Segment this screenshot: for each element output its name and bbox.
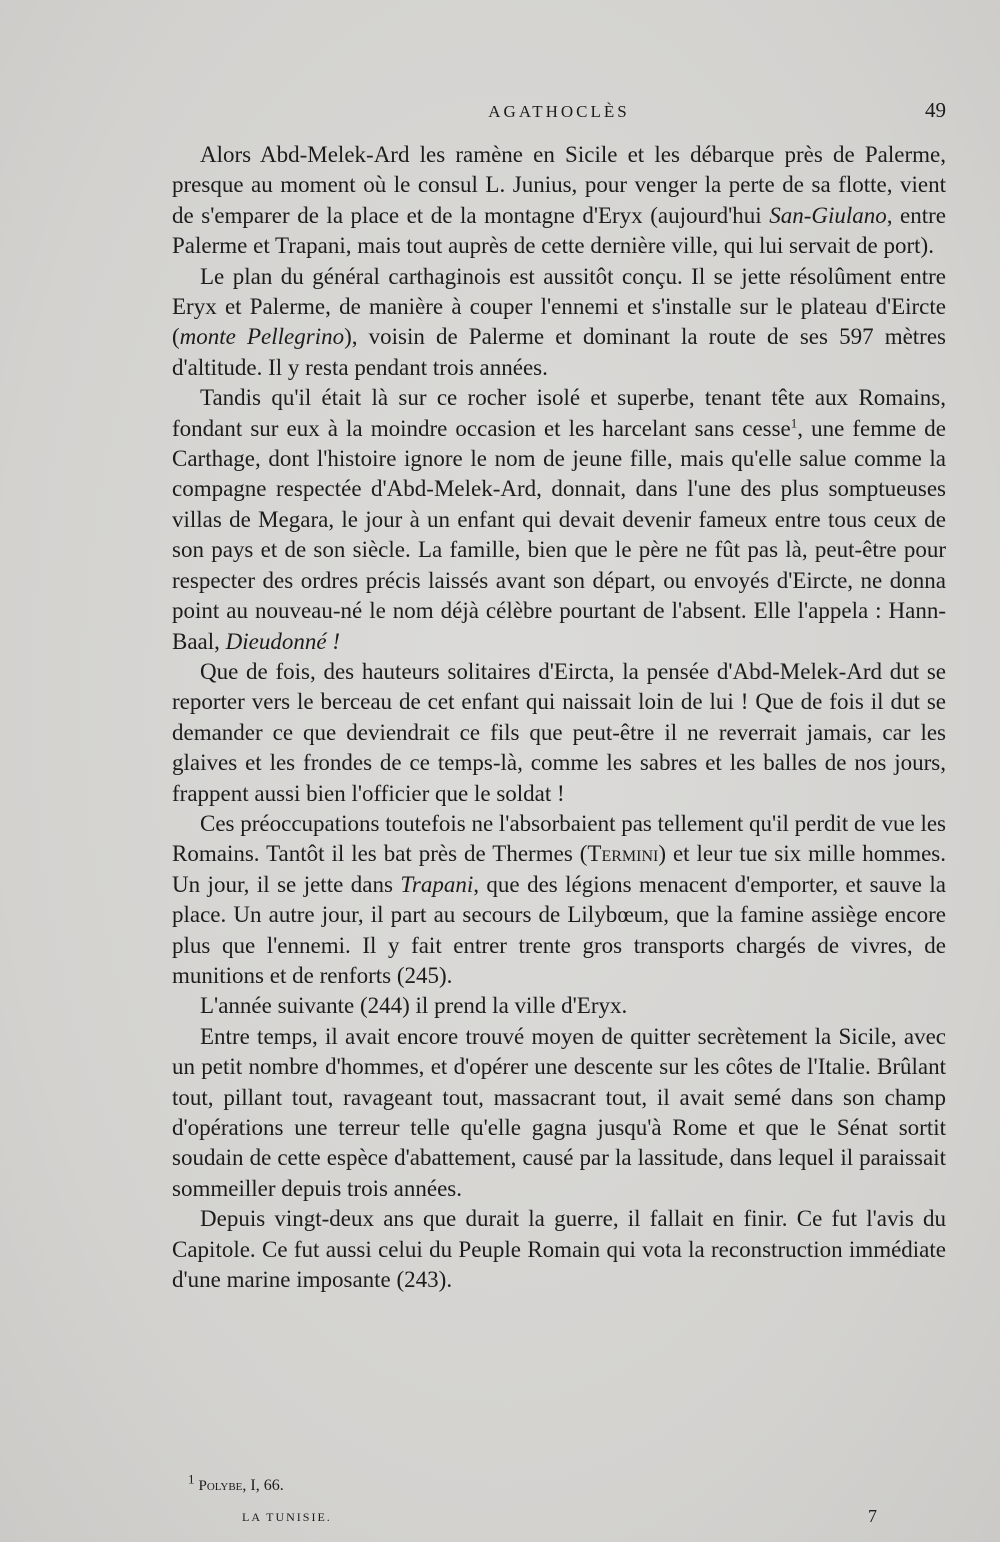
text-segment: ), voisin de Palerme et dominant la route de ses 597 mètres d'altitude. Il y resta pendant trois années. <box>172 324 947 380</box>
text-segment: Tandis qu'il était là sur ce rocher isolé et superbe, tenant tête aux Romains, fondant sur eux à la moindre occasion et les harcelant sans cesse <box>172 385 946 441</box>
page-number: 49 <box>925 98 946 122</box>
footnote-ref-marker: 1 <box>790 415 798 430</box>
text-segment: Depuis vingt-deux ans que durait la guerre, il fallait en finir. Ce fut l'avis du Capitole. Ce fut aussi celui du Peuple Romain qui vota la reconstruction immédiate d'une marine imposante (243). <box>172 1206 946 1293</box>
paragraph <box>172 991 946 1021</box>
text-segment: Termini <box>587 841 659 867</box>
text-segment: , une femme de Carthage, dont l'histoire ignore le nom de jeune fille, mais qu'elle salue comme la compagne respectée d'Abd-Melek-Ard, donnait, dans l'une des plus somptueuses villas de Megara, le jour à un enfant qui devait devenir fameux entre tous ceux de son pays et de son siècle. La famille, bien que le père ne fût pas là, peut-être pour respecter des ordres précis laissés avant son départ, ou envoyés d'Eircte, ne donna point au nouveau-né le nom déjà célèbre pourtant de l'absent. Elle l'appela : Hann-Baal, <box>172 415 946 654</box>
text-segment: Que de fois, des hauteurs solitaires d'Eircta, la pensée d'Abd-Melek-Ard dut se reporter vers le berceau de cet enfant qui naissait loin de lui ! Que de fois il dut se demander ce que deviendrait ce fils que peut-être il ne reverrait jamais, car les glaives et les frondes de ce temps-là, comme les sabres et les balles de nos jours, frappent aussi bien l'officier que le soldat ! <box>172 658 946 806</box>
printer-signature: LA TUNISIE. <box>242 1510 332 1524</box>
text-segment: Trapani <box>400 871 474 897</box>
text-segment: Ces préoccupations toutefois ne l'absorbaient pas tellement qu'il perdit de vue les Romains. Tantôt il les bat près de Thermes ( <box>172 810 946 867</box>
text-segment: L'année suivante (244) il prend la ville d'Eryx. <box>200 993 628 1019</box>
footnote-marker: 1 <box>188 1471 195 1487</box>
page-header <box>172 98 946 128</box>
paragraph <box>172 657 946 809</box>
paragraph <box>172 140 946 262</box>
text-segment: ) et leur tue six mille hommes. Un jour, il se jette dans <box>172 841 946 897</box>
paragraph <box>172 262 946 384</box>
text-segment: Le plan du général carthaginois est aussitôt conçu. Il se jette résolûment entre Eryx et Palerme, de manière à couper l'ennemi et s'installe sur le plateau d'Eircte ( <box>172 263 946 350</box>
body-text <box>172 140 946 1295</box>
footnote-author: Polybe <box>198 1478 243 1494</box>
paragraph <box>172 809 946 991</box>
paragraph <box>172 1022 946 1204</box>
text-segment: , que des légions menacent d'emporter, et sauve la place. Un autre jour, il part au secours de Lilybœum, que la famine assiège encore plus que l'ennemi. Il y fait entrer trente gros transports chargés de vivres, de munitions et de renforts (245). <box>172 871 946 988</box>
footnote <box>188 1471 284 1495</box>
footnote-reference: , I, 66. <box>242 1477 284 1494</box>
text-segment: Dieudonné ! <box>225 628 340 654</box>
sheet-number: 7 <box>868 1506 877 1526</box>
paragraph <box>172 1204 946 1295</box>
text-segment: monte Pellegrino <box>179 324 345 350</box>
text-segment: Alors Abd-Melek-Ard les ramène en Sicile et les débarque près de Palerme, presque au moment où le consul L. Junius, pour venger la perte de sa flotte, vient de s'emparer de la place et de la montagne d'Eryx (aujourd'hui <box>172 142 946 228</box>
paragraph <box>172 383 946 657</box>
text-segment: , entre Palerme et Trapani, mais tout auprès de cette dernière ville, qui lui servait de port). <box>172 202 946 259</box>
text-segment: San-Giulano <box>769 202 887 228</box>
running-title: AGATHOCLÈS <box>488 102 630 121</box>
text-segment: Entre temps, il avait encore trouvé moyen de quitter secrètement la Sicile, avec un petit nombre d'hommes, et d'opérer une descente sur les côtes de l'Italie. Brûlant tout, pillant tout, ravageant tout, massacrant tout, il avait semé dans son champ d'opérations une terreur telle qu'elle gagna jusqu'à Rome et que le Sénat sortit soudain de cette espèce d'abattement, causé par la lassitude, dans lequel il paraissait sommeiller depuis trois années. <box>172 1023 946 1201</box>
